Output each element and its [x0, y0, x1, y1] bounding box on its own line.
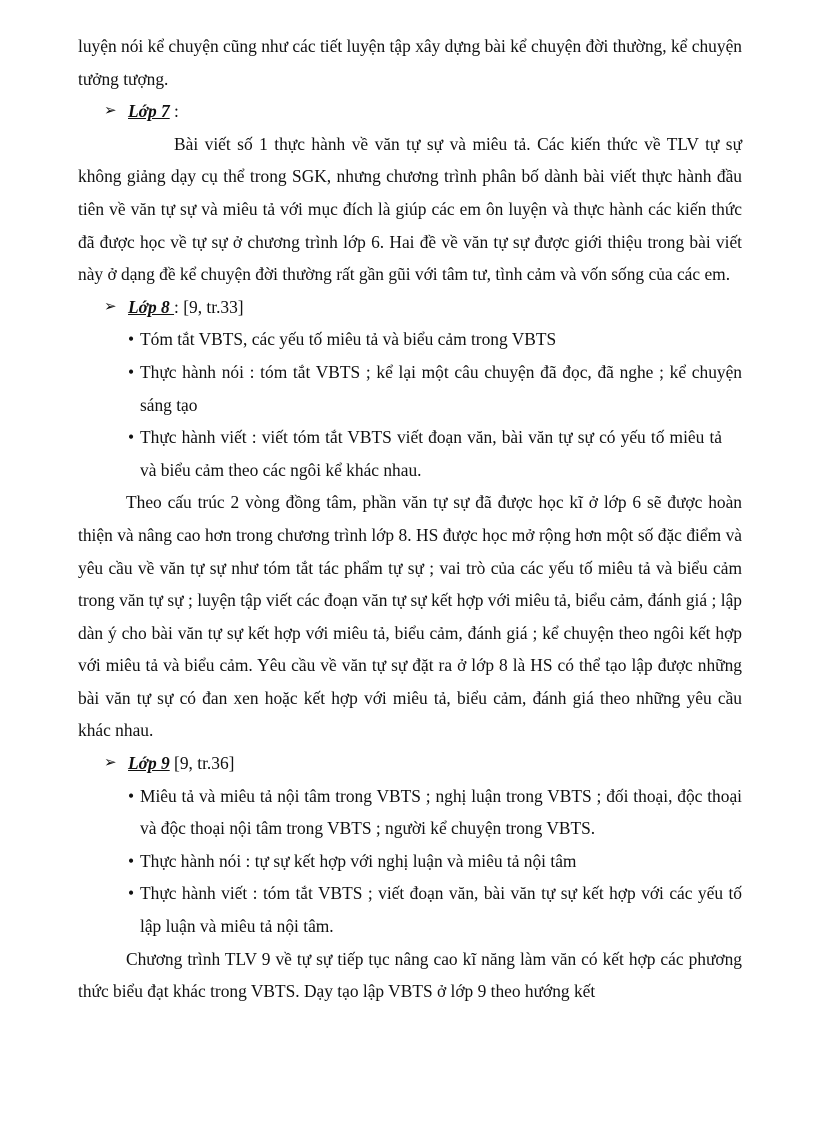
list-item-text: Tóm tắt VBTS, các yếu tố miêu tả và biểu cảm trong VBTS: [140, 329, 557, 350]
list-item: [78, 421, 742, 486]
arrow-bullet-icon: ➢: [104, 103, 117, 120]
list-item-text: Thực hành nói : tóm tắt VBTS ; kể lại một câu chuyện đã đọc, đã nghe ; kể chuyện sáng tạo: [140, 361, 742, 415]
list-item: [78, 845, 742, 878]
heading-label: Lớp 9: [128, 753, 170, 774]
heading-label: Lớp 8: [128, 296, 175, 317]
list-item: [78, 780, 742, 845]
list-item: [78, 356, 742, 421]
heading-suffix: : [9, tr.33]: [174, 296, 244, 317]
heading-lop-9: [78, 747, 742, 780]
heading-suffix: :: [169, 101, 179, 122]
list-item-text: Thực hành nói : tự sự kết hợp với nghị luận và miêu tả nội tâm: [140, 850, 577, 871]
list-item-text: Thực hành viết : viết tóm tắt VBTS viết đoạn văn, bài văn tự sự có yếu tố miêu tả và biểu cảm theo các ngôi kể khác nhau.: [140, 427, 722, 480]
heading-lop-8: [78, 291, 742, 324]
heading-label: Lớp 7: [128, 101, 170, 122]
paragraph-lop-7: Bài viết số 1 thực hành về văn tự sự và miêu tả. Các kiến thức về TLV tự sự không giảng dạy cụ thể trong SGK, nhưng chương trình phân bố dành bài viết thực hành đầu tiên về văn tự sự và miêu tả với mục đích là giúp các em ôn luyện và thực hành các kiến thức đã được học về tự sự ở chương trình lớp 6. Hai đề về văn tự sự được giới thiệu trong bài viết này ở dạng đề kể chuyện đời thường rất gần gũi với tâm tư, tình cảm và vốn sống của các em.: [78, 133, 742, 285]
bullet-icon: •: [128, 883, 135, 904]
bullet-icon: •: [128, 361, 135, 382]
list-item: [78, 877, 742, 942]
arrow-bullet-icon: ➢: [104, 298, 117, 315]
paragraph-intro: luyện nói kể chuyện cũng như các tiết luyện tập xây dựng bài kể chuyện đời thường, kể chuyện tưởng tượng.: [78, 36, 742, 89]
paragraph-lop-8: Theo cấu trúc 2 vòng đồng tâm, phần văn tự sự đã được học kĩ ở lớp 6 sẽ được hoàn thiện và nâng cao hơn trong chương trình lớp 8. HS được học mở rộng hơn một số đặc điểm và yêu cầu về văn tự sự như tóm tắt tác phẩm tự sự ; vai trò của các yếu tố miêu tả và biểu cảm trong văn tự sự ; luyện tập viết các đoạn văn tự sự kết hợp với miêu tả, biểu cảm, đánh giá ; lập dàn ý cho bài văn tự sự kết hợp với miêu tả, biểu cảm, đánh giá ; kể chuyện theo ngôi kết hợp với miêu tả và biểu cảm. Yêu cầu về văn tự sự đặt ra ở lớp 8 là HS có thể tạo lập được những bài văn tự sự có đan xen hoặc kết hợp với miêu tả, biểu cảm, đánh giá theo những yêu cầu khác nhau.: [78, 492, 742, 741]
bullet-icon: •: [128, 785, 135, 806]
heading-suffix: [9, tr.36]: [169, 753, 235, 774]
paragraph-lop-9: Chương trình TLV 9 về tự sự tiếp tục nâng cao kĩ năng làm văn có kết hợp các phương thức biểu đạt khác trong VBTS. Dạy tạo lập VBTS ở lớp 9 theo hướng kết: [78, 948, 742, 1002]
arrow-bullet-icon: ➢: [104, 755, 117, 772]
bullet-icon: •: [128, 850, 135, 871]
bullet-icon: •: [128, 329, 135, 350]
bullet-icon: •: [128, 427, 135, 448]
list-item-text: Miêu tả và miêu tả nội tâm trong VBTS ; nghị luận trong VBTS ; đối thoại, độc thoại và độc thoại nội tâm trong VBTS ; người kể chuyện trong VBTS.: [140, 785, 742, 839]
document-body: [78, 30, 742, 1008]
heading-lop-7: [78, 95, 742, 128]
list-item-text: Thực hành viết : tóm tắt VBTS ; viết đoạn văn, bài văn tự sự kết hợp với các yếu tố lập luận và miêu tả nội tâm.: [140, 883, 742, 937]
list-item: [78, 323, 742, 356]
